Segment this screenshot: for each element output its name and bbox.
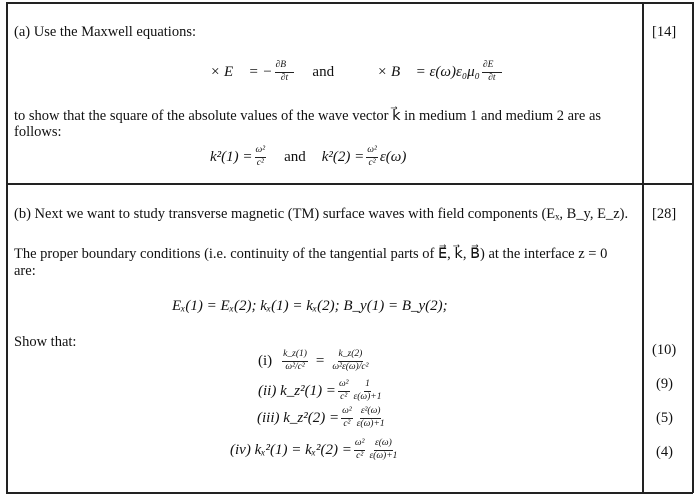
table-left-border	[6, 2, 8, 493]
boundary-conditions-equation: Eₓ(1) = Eₓ(2); kₓ(1) = kₓ(2); B_y(1) = B_y(2);	[172, 297, 448, 314]
item-iii-fraction-2	[357, 407, 385, 429]
k1-frac-den: c²	[256, 157, 264, 168]
item-iii-f2-num: ε²(ω)	[360, 407, 382, 419]
item-ii-fraction-1	[338, 380, 350, 402]
item-i-rhs-num: k_z(2)	[338, 350, 364, 362]
item-ii-label: (ii) k_z²(1) =	[258, 382, 336, 399]
item-iv-f1-num: ω²	[354, 439, 366, 451]
part-b-marks: [28]	[652, 206, 677, 222]
item-i-rhs-den: ω²ε(ω)/c²	[332, 361, 369, 372]
item-ii-equation	[258, 378, 383, 404]
table-right-border	[692, 2, 694, 493]
k1-lhs: k²(1) =	[210, 148, 253, 165]
item-iv-marks: (4)	[656, 444, 673, 460]
faraday-law-lhs: ∇⃗ × E⃗ = −	[183, 63, 273, 80]
item-i-lhs-num: k_z(1)	[282, 350, 308, 362]
show-that-label: Show that:	[14, 334, 77, 350]
item-ii-marks: (9)	[656, 376, 673, 392]
item-iii-f1-num: ω²	[341, 407, 353, 419]
item-ii-f2-num: 1	[364, 380, 371, 392]
ampere-frac-num: ∂E⃗	[482, 61, 502, 73]
k2-frac-den: c²	[368, 157, 376, 168]
item-iii-f2-den: ε(ω)+1	[356, 418, 385, 429]
item-i-equation: (i) $\frac{k\_z(1)}{\text{ω²/c²}}$ = $\frac{k\_z(2)}{\text{ω²ε(ω)/c²}}$	[258, 349, 369, 372]
k2-frac-num: ω²	[366, 146, 378, 158]
item-i-lhs-fraction	[282, 350, 308, 372]
part-a-text-line2: follows:	[14, 124, 62, 140]
item-iii-marks: (5)	[656, 410, 673, 426]
item-ii-fraction-2	[354, 380, 382, 402]
item-i-label: (i)	[258, 352, 273, 369]
item-iii-f1-den: c²	[343, 418, 351, 429]
item-iv-fraction-1	[354, 439, 366, 461]
part-a-intro: (a) Use the Maxwell equations:	[14, 24, 197, 40]
item-ii-f1-den: c²	[340, 391, 348, 402]
item-iii-label: (iii) k_z²(2) =	[257, 409, 340, 426]
faraday-law-fraction	[275, 61, 295, 83]
item-ii-f2-den: ε(ω)+1	[353, 391, 382, 402]
item-iv-f1-den: c²	[356, 450, 364, 461]
item-ii-f1-num: ω²	[338, 380, 350, 392]
boundary-conditions-line1: The proper boundary conditions (i.e. continuity of the tangential parts of E⃗, k⃗, B⃗) at the interface z = 0	[14, 246, 608, 262]
k2-rhs: ε(ω)	[379, 148, 407, 165]
part-a-marks: [14]	[652, 24, 677, 40]
wave-vector-equations	[210, 143, 406, 171]
boundary-conditions-line2: are:	[14, 263, 36, 279]
item-iv-fraction-2	[369, 439, 397, 461]
table-top-border	[6, 2, 693, 4]
table-marks-divider	[642, 2, 644, 493]
item-iv-equation	[230, 437, 399, 463]
item-iii-equation	[257, 405, 387, 431]
maxwell-equations	[183, 58, 504, 86]
part-a-text-line1: to show that the square of the absolute values of the wave vector k⃗ in medium 1 and medium 2 are as	[14, 108, 602, 124]
eq-and-connector-2: and	[284, 148, 306, 165]
k2-fraction	[366, 146, 378, 168]
ampere-law-fraction	[482, 61, 502, 83]
k2-lhs: k²(2) =	[321, 148, 365, 165]
item-iii-fraction-1	[341, 407, 353, 429]
k1-frac-num: ω²	[255, 146, 267, 158]
table-row-divider	[6, 183, 693, 185]
item-i-rhs-fraction	[332, 350, 368, 372]
faraday-frac-num: ∂B⃗	[275, 61, 295, 73]
item-iv-f2-den: ε(ω)+1	[369, 450, 398, 461]
item-iv-f2-num: ε(ω)	[374, 439, 393, 451]
ampere-frac-den: ∂t	[488, 72, 496, 83]
table-bottom-border	[6, 492, 693, 494]
ampere-law-lhs: ∇⃗ × B⃗ = ε(ω)ε₀μ₀	[350, 63, 480, 80]
item-i-marks: (10)	[652, 342, 677, 358]
part-b-intro: (b) Next we want to study transverse magnetic (TM) surface waves with field components (Eₓ, B_y, E_z).	[14, 206, 629, 222]
eq-and-connector: and	[312, 63, 335, 80]
k1-fraction	[255, 146, 267, 168]
item-i-lhs-den: ω²/c²	[285, 361, 305, 372]
faraday-frac-den: ∂t	[280, 72, 289, 83]
item-iv-label: (iv) kₓ²(1) = kₓ²(2) =	[230, 441, 352, 458]
